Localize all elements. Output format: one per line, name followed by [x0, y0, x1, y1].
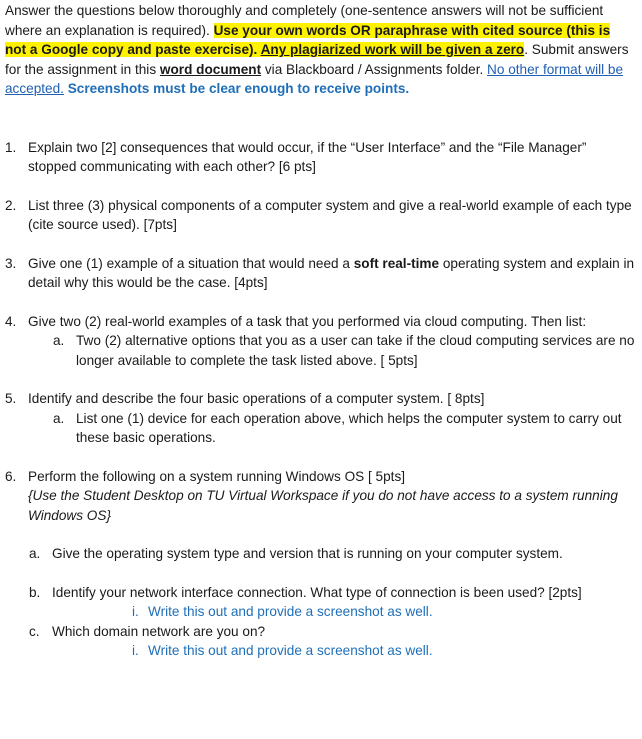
question-2: [5, 196, 635, 235]
question-4-subitem-a: [5, 331, 635, 370]
question-6-subitem-b: [5, 583, 635, 603]
subitem-text: Which domain network are you on?: [52, 623, 266, 639]
subitem-label: i.: [132, 643, 139, 658]
question-number: 3.: [5, 255, 17, 271]
question-number: 6.: [5, 468, 17, 484]
question-3: [5, 254, 635, 293]
subitem-label: a.: [29, 546, 41, 561]
screenshot-instruction: Write this out and provide a screenshot as well.: [148, 604, 433, 619]
subitem-text: Two (2) alternative options that you as a user can take if the cloud computing services are no longer available to complete the task listed above. [ 5pts]: [76, 333, 635, 368]
windows-access-note: {Use the Student Desktop on TU Virtual Workspace if you do not have access to a system running Windows OS}: [28, 488, 618, 523]
subitem-label: b.: [29, 584, 41, 600]
subitem-label: i.: [132, 604, 139, 619]
question-6-note: [5, 486, 635, 525]
instructions-paragraph: [5, 1, 635, 99]
subitem-text: Identify your network interface connection. What type of connection is been used? [2pts]: [52, 584, 582, 600]
question-text: Identify and describe the four basic operations of a computer system. [ 8pts]: [28, 391, 485, 406]
question-number: 4.: [5, 313, 17, 329]
subitem-label: c.: [29, 623, 40, 639]
word-document-text: word document: [159, 61, 262, 77]
soft-real-time-term: soft real-time: [353, 255, 440, 271]
subitem-label: a.: [53, 410, 65, 426]
question-1: [5, 138, 635, 177]
question-text: operating system and explain in detail why this would be the case. [4pts]: [28, 255, 635, 290]
question-4: [5, 312, 635, 332]
question-number: 1.: [5, 139, 17, 155]
subitem-text: Give the operating system type and version that is running on your computer system.: [52, 546, 563, 561]
question-6-subitem-b-i: [5, 602, 635, 622]
question-5: [5, 389, 635, 409]
question-6: [5, 467, 635, 487]
document-body: [5, 1, 635, 661]
own-words-highlight: Use your own words OR paraphrase with cited source (this is not a Google copy and paste exercise).: [5, 22, 611, 57]
subitem-label: a.: [53, 333, 65, 348]
instructions-text: . Submit answers for the assignment in this: [5, 42, 629, 77]
question-text: Give one (1) example of a situation that would need a: [28, 255, 354, 271]
question-text: Perform the following on a system running Windows OS [ 5pts]: [28, 468, 406, 484]
question-6-subitem-c-i: [5, 641, 635, 661]
question-6-subitem-c: [5, 622, 635, 642]
screenshot-notice: Screenshots must be clear enough to receive points.: [67, 81, 410, 96]
question-text: List three (3) physical components of a computer system and give a real-world example of each type (cite source used). [7pts]: [28, 197, 632, 232]
question-5-subitem-a: [5, 409, 635, 448]
question-6-subitem-a: [5, 544, 635, 564]
question-number: 2.: [5, 197, 17, 213]
subitem-text: List one (1) device for each operation above, which helps the computer system to carry out these basic operations.: [76, 410, 622, 445]
instructions-text: via Blackboard / Assignments folder.: [261, 61, 488, 77]
question-number: 5.: [5, 391, 17, 406]
screenshot-instruction: Write this out and provide a screenshot as well.: [148, 643, 433, 658]
plagiarism-warning-highlight: Any plagiarized work will be given a zero: [260, 42, 525, 57]
instructions-text: Answer the questions below thoroughly and completely (one-sentence answers will not be sufficient where an explanation is required).: [5, 3, 604, 38]
question-text: Give two (2) real-world examples of a task that you performed via cloud computing. Then list:: [28, 313, 587, 329]
question-text: Explain two [2] consequences that would occur, if the “User Interface” and the “File Manager” stopped communicating with each other? [6 pts]: [28, 139, 587, 174]
format-notice-link[interactable]: No other format will be accepted.: [5, 61, 624, 96]
